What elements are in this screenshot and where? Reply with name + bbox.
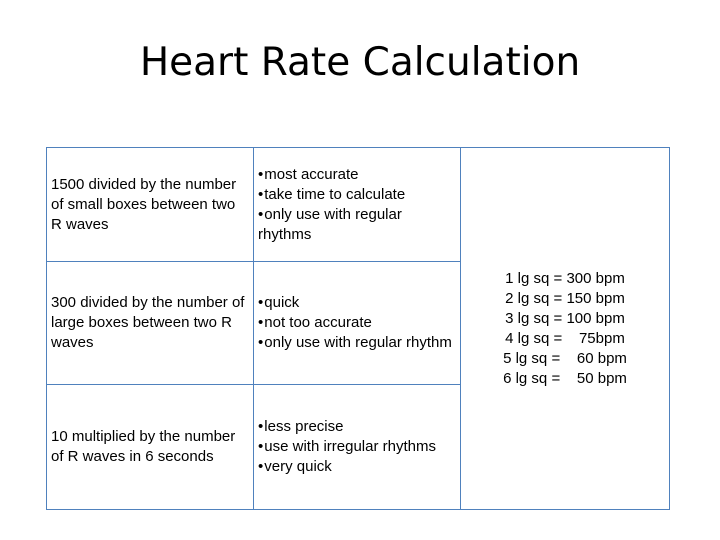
notes-list (258, 417, 456, 477)
list-item: • only use with regular rhythms (258, 205, 456, 245)
reference-line: 6 lg sq = 50 bpm (503, 369, 627, 387)
list-item: • use with irregular rhythms (258, 437, 456, 457)
list-item: • most accurate (258, 165, 456, 185)
list-item: • only use with regular rhythm (258, 333, 456, 353)
list-item: • quick (258, 293, 456, 313)
reference-line: 5 lg sq = 60 bpm (503, 349, 627, 367)
reference-cell (461, 148, 670, 510)
method-cell: 1500 divided by the number of small boxes between two R waves (47, 148, 254, 262)
list-item: • not too accurate (258, 313, 456, 333)
list-item: • very quick (258, 457, 456, 477)
method-cell: 300 divided by the number of large boxes between two R waves (47, 262, 254, 385)
notes-cell (254, 262, 461, 385)
method-cell: 10 multiplied by the number of R waves in 6 seconds (47, 385, 254, 510)
reference-line: 2 lg sq = 150 bpm (505, 289, 625, 307)
table-row (47, 148, 670, 262)
notes-list (258, 293, 456, 353)
reference-line: 4 lg sq = 75bpm (505, 329, 625, 347)
reference-line: 3 lg sq = 100 bpm (505, 309, 625, 327)
list-item: • take time to calculate (258, 185, 456, 205)
notes-list (258, 165, 456, 245)
notes-cell (254, 385, 461, 510)
notes-cell (254, 148, 461, 262)
reference-line: 1 lg sq = 300 bpm (505, 269, 625, 287)
page-title: Heart Rate Calculation (139, 40, 581, 85)
list-item: • less precise (258, 417, 456, 437)
heart-rate-methods-table (46, 147, 670, 510)
